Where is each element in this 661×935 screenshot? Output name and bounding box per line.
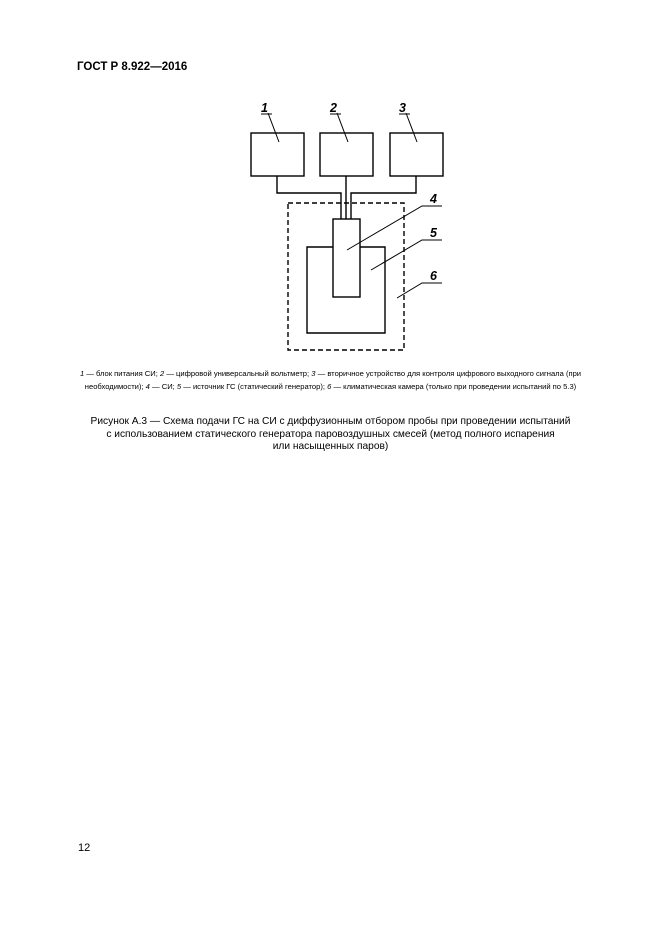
legend-text-4: — СИ; (149, 382, 177, 392)
legend-num-2: 2 (159, 369, 165, 378)
label-4: 4 (430, 192, 437, 206)
block-4-measuring-instrument (333, 219, 360, 297)
legend-text-2: — цифровой универсальный вольтметр; (164, 369, 312, 378)
document-header: ГОСТ Р 8.922—2016 (77, 61, 188, 73)
legend-num-3: 3 (311, 369, 316, 378)
figure-caption (75, 416, 586, 454)
label-2: 2 (330, 101, 337, 115)
leader-lines-side (347, 206, 442, 298)
legend-text-6: — климатическая камера (только при проведении испытаний по 5.3) (331, 382, 577, 392)
label-5: 5 (430, 226, 437, 240)
caption-line-3: или насыщенных паров) (272, 441, 389, 452)
legend-num-5: 5 (176, 382, 182, 392)
legend-text-1: — блок питания СИ; (84, 369, 160, 378)
legend-num-4: 4 (145, 382, 150, 392)
page-number: 12 (78, 842, 91, 854)
legend-text-3: — вторичное устройство для контроля цифрового выходного сигнала (при необходимости); (84, 369, 582, 392)
legend-text-5: — источник ГС (статический генератор); (181, 382, 328, 392)
wiring (277, 176, 416, 219)
figure-legend (75, 367, 586, 394)
leader-lines-top (268, 113, 417, 142)
legend-num-1: 1 (79, 369, 85, 378)
caption-line-2: с использованием статического генератора паровоздушных смесей (метод полного испарения (106, 428, 555, 440)
label-1: 1 (261, 101, 268, 115)
label-3: 3 (399, 101, 406, 115)
label-6: 6 (430, 269, 437, 283)
caption-line-1: Рисунок А.3 — Схема подачи ГС на СИ с диффузионным отбором пробы при проведении испытаний (90, 416, 571, 427)
legend-num-6: 6 (327, 382, 332, 392)
